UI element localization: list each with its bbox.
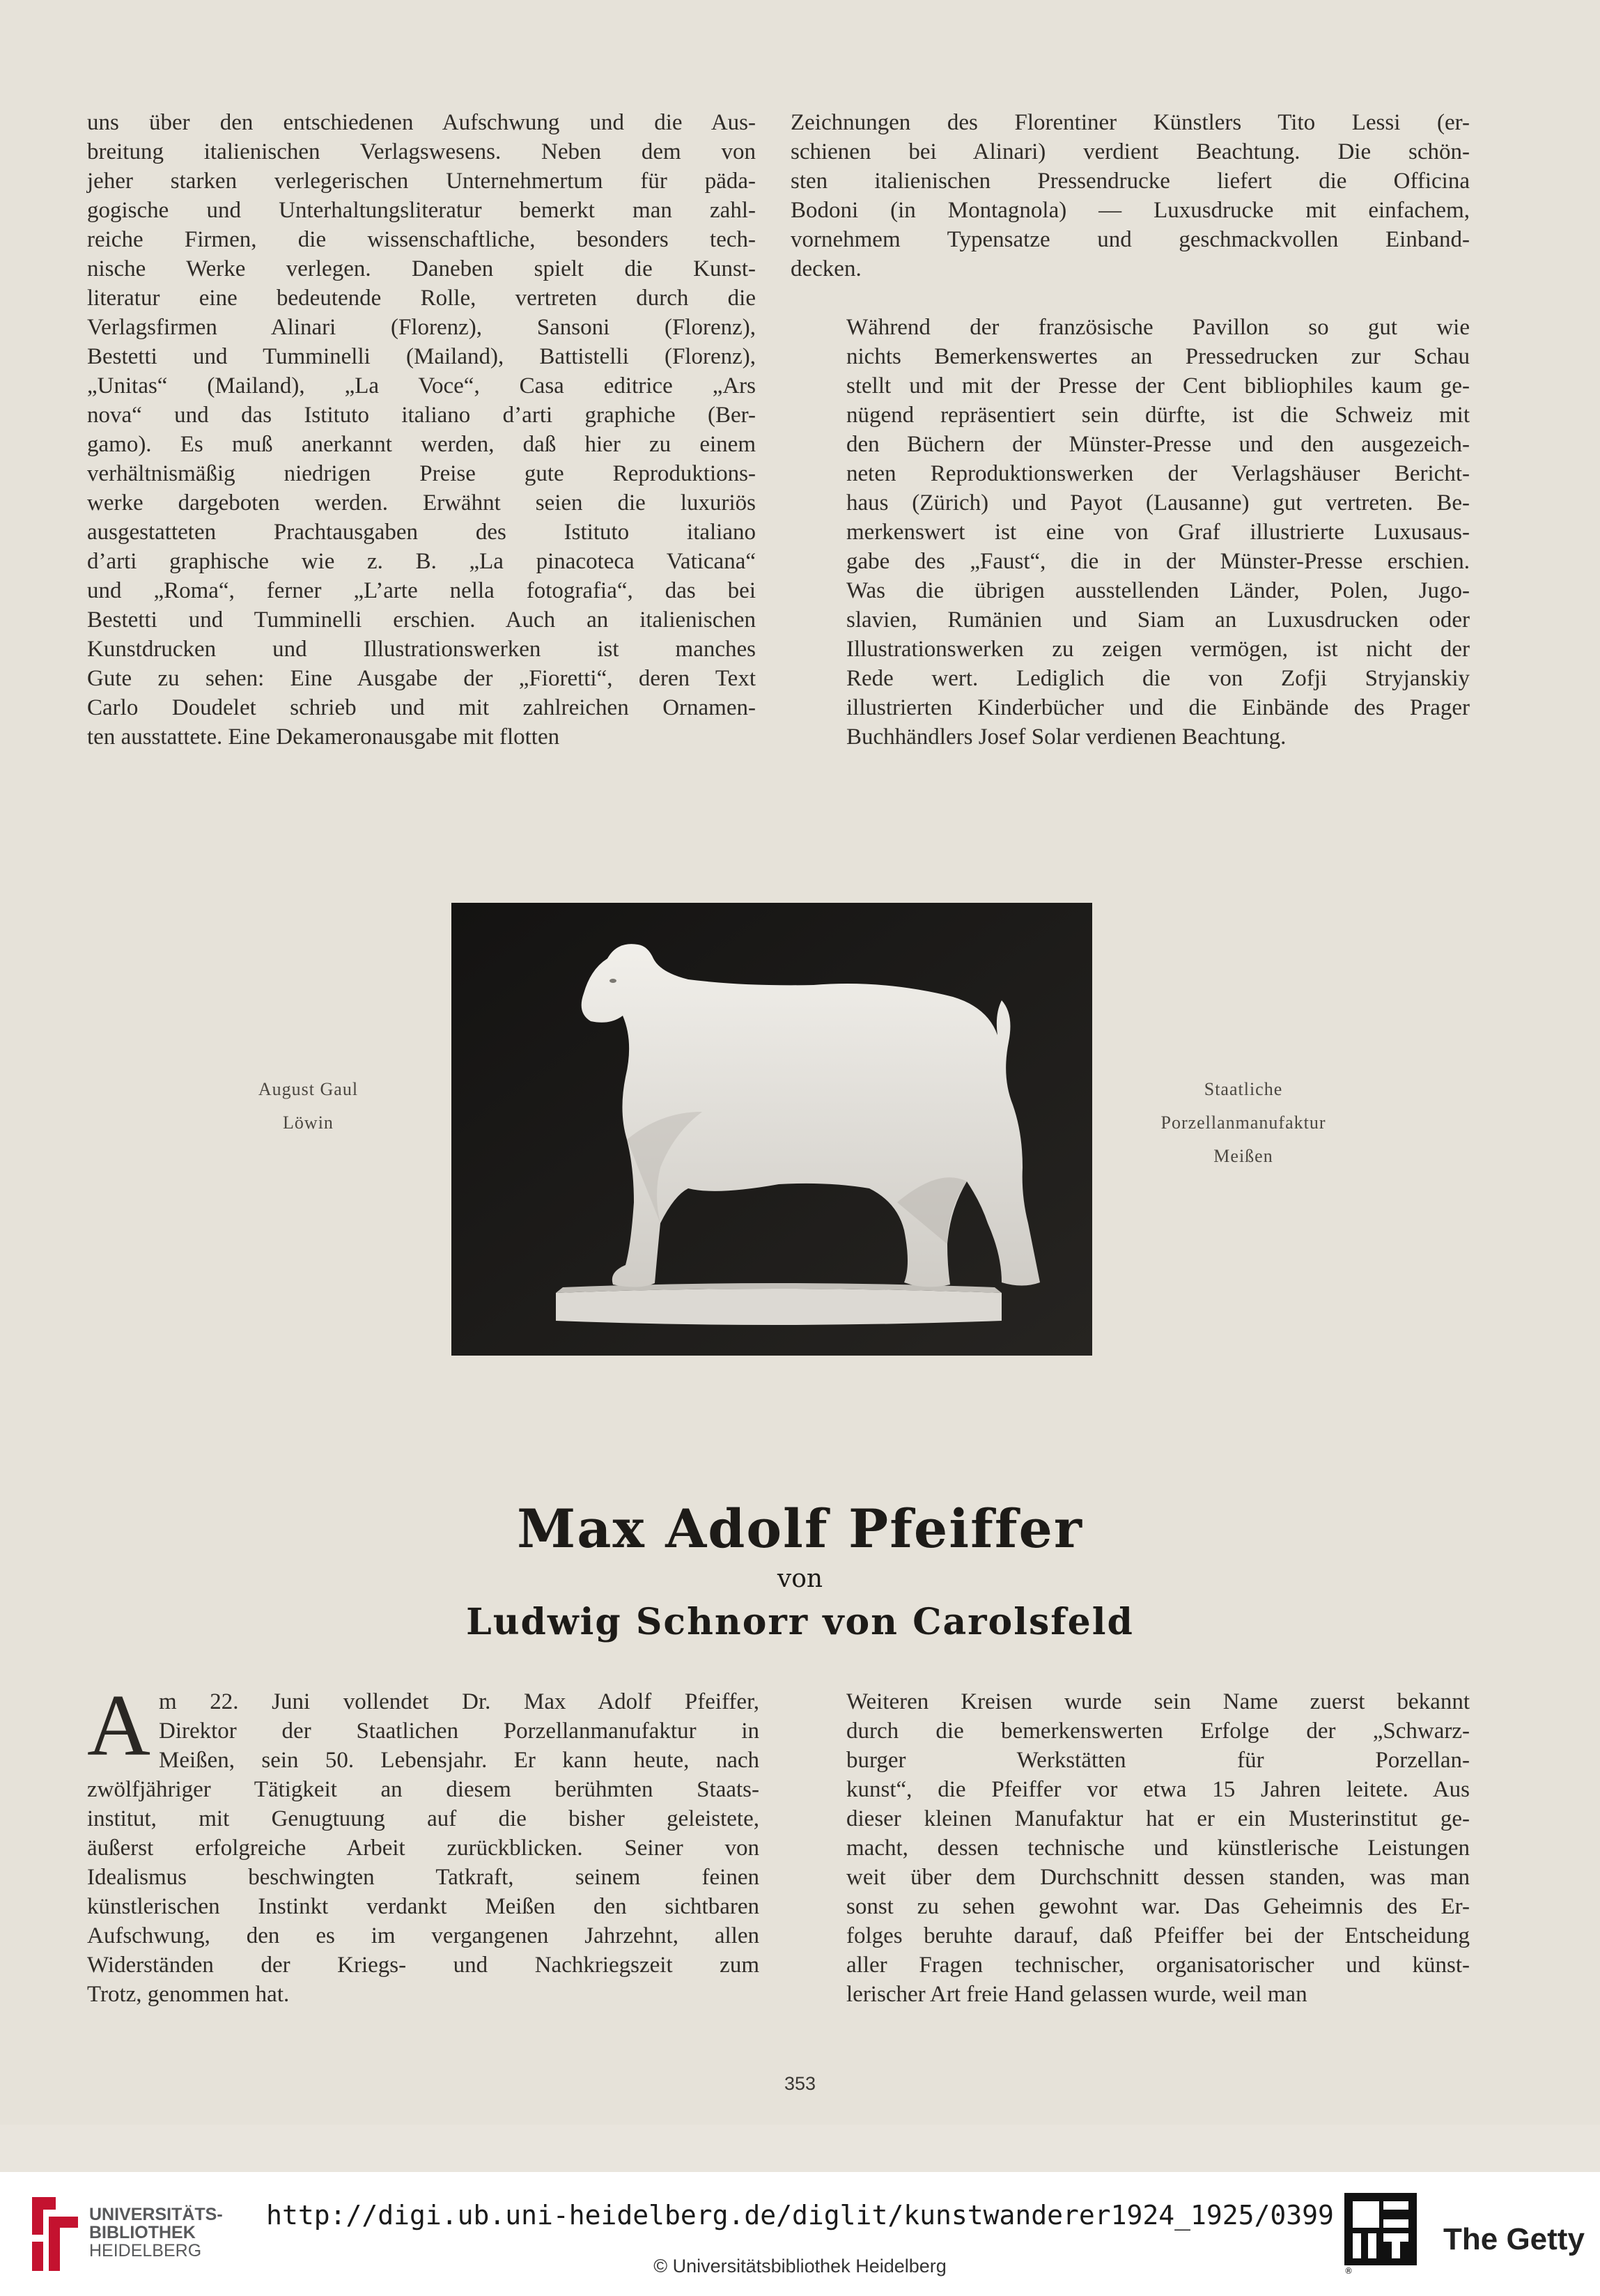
source-url-link[interactable]: http://digi.ub.uni-heidelberg.de/diglit/kunstwanderer1924_1925/0399 (266, 2200, 1334, 2231)
text-line: Illustrationswerken zu zeigen vermögen, ist nicht der (846, 637, 1470, 662)
text-line: uns über den entschiedenen Aufschwung und die Aus- (87, 110, 756, 135)
library-name: UNIVERSITÄTS- BIBLIOTHEK HEIDELBERG (89, 2205, 223, 2260)
text-line: Kunstdrucken und Illustrationswerken ist manches (87, 637, 756, 662)
text-line: Carlo Doudelet schrieb und mit zahlreichen Ornamen- (87, 695, 756, 720)
text-line: Buchhändlers Josef Solar verdienen Beachtung. (846, 724, 1287, 750)
text-line: den Büchern der Münster-Presse und den ausgezeich- (846, 432, 1470, 457)
text-line: dieser kleinen Manufaktur hat er ein Musterinstitut ge- (846, 1806, 1470, 1831)
text-line: Rede wert. Lediglich die von Zofji Stryjanskiy (846, 666, 1470, 691)
text-line: durch die bemerkenswerten Erfolge der „Schwarz- (846, 1719, 1470, 1744)
text-line: macht, dessen technische und künstlerische Leistungen (846, 1836, 1470, 1861)
column-left-top (87, 108, 756, 752)
text-line: vornehmem Typensatze und geschmackvollen Einband- (791, 227, 1470, 252)
caption-right (1128, 1073, 1358, 1173)
text-line: sten italienischen Pressendrucke liefert die Officina (791, 169, 1470, 194)
text-line: schienen bei Alinari) verdient Beachtung. Die schön- (791, 139, 1470, 164)
text-line: jeher starken verlegerischen Unternehmertum für päda- (87, 169, 756, 194)
text-line: institut, mit Genugtuung auf die bisher geleistete, (87, 1806, 759, 1831)
text-line: Widerständen der Kriegs- und Nachkriegszeit zum (87, 1953, 759, 1978)
text-line: haus (Zürich) und Payot (Lausanne) gut vertreten. Be- (846, 490, 1470, 515)
text-line: künstlerischen Instinkt verdankt Meißen den sichtbaren (87, 1894, 759, 1919)
getty-label: The Getty (1443, 2222, 1585, 2256)
page-number: 353 (784, 2073, 816, 2094)
text-line: reiche Firmen, die wissenschaftliche, besonders tech- (87, 227, 756, 252)
caption-manufacturer-3: Meißen (1213, 1146, 1273, 1166)
drop-cap: A (87, 1677, 150, 1774)
text-line: lerischer Art freie Hand gelassen wurde, weil man (846, 1982, 1307, 2007)
caption-manufacturer-2: Porzellanmanufaktur (1160, 1112, 1326, 1133)
text-line: weit über dem Durchschnitt dessen standen, was man (846, 1865, 1470, 1890)
text-line: folges beruhte darauf, daß Pfeiffer bei der Entscheidung (846, 1923, 1470, 1948)
text-line: gabe des „Faust“, die in der Münster-Presse erschien. (846, 549, 1470, 574)
text-line: und „Roma“, ferner „L’arte nella fotografia“, das bei (87, 578, 756, 603)
text-line: Direktor der Staatlichen Porzellanmanufaktur in (159, 1719, 759, 1744)
text-line: Weiteren Kreisen wurde sein Name zuerst bekannt (846, 1689, 1470, 1714)
caption-left (230, 1073, 387, 1140)
caption-artist: August Gaul (258, 1079, 359, 1099)
text-line: Meißen, sein 50. Lebensjahr. Er kann heute, nach (159, 1748, 759, 1773)
text-line: „Unitas“ (Mailand), „La Voce“, Casa editrice „Ars (87, 373, 756, 398)
text-line: zwölfjähriger Tätigkeit an diesem berühmten Staats- (87, 1777, 759, 1802)
text-line: aller Fragen technischer, organisatorischer und künst- (846, 1953, 1470, 1978)
footer-bar (0, 2172, 1600, 2296)
text-line: Zeichnungen des Florentiner Künstlers Tito Lessi (er- (791, 110, 1470, 135)
text-line: Aufschwung, den es im vergangenen Jahrzehnt, allen (87, 1923, 759, 1948)
text-line: Trotz, genommen hat. (87, 1982, 290, 2007)
article-byline-von: von (777, 1565, 823, 1593)
text-line: Bestetti und Tumminelli (Mailand), Battistelli (Florenz), (87, 344, 756, 369)
text-line: illustrierten Kinderbücher und die Einbände des Prager (846, 695, 1470, 720)
text-line: Bestetti und Tumminelli erschien. Auch an italienischen (87, 607, 756, 633)
caption-work: Löwin (283, 1112, 334, 1133)
text-line: werke dargeboten werden. Erwähnt seien die luxuriös (87, 490, 756, 515)
text-line: burger Werkstätten für Porzellan- (846, 1748, 1470, 1773)
text-line: d’arti graphische wie z. B. „La pinacoteca Vaticana“ (87, 549, 756, 574)
text-line: kunst“, die Pfeiffer vor etwa 15 Jahren leitete. Aus (846, 1777, 1470, 1802)
text-line: nichts Bemerkenswertes an Pressedrucken zur Schau (846, 344, 1470, 369)
text-line: nische Werke verlegen. Daneben spielt die Kunst- (87, 256, 756, 281)
text-line: nügend repräsentiert sein dürfte, ist die Schweiz mit (846, 403, 1470, 428)
lioness-sculpture-photo (451, 903, 1092, 1356)
text-line: Verlagsfirmen Alinari (Florenz), Sansoni (Florenz), (87, 315, 756, 340)
text-line: nova“ und das Istituto italiano d’arti graphiche (Ber- (87, 403, 756, 428)
text-line: Was die übrigen ausstellenden Länder, Polen, Jugo- (846, 578, 1470, 603)
text-line: neten Reproduktionswerken der Verlagshäuser Bericht- (846, 461, 1470, 486)
text-line: ten ausstattete. Eine Dekameronausgabe mit flotten (87, 724, 560, 750)
lioness-figure (451, 903, 1092, 1356)
caption-manufacturer-1: Staatliche (1204, 1079, 1283, 1099)
article-author: Ludwig Schnorr von Carolsfeld (466, 1601, 1134, 1643)
article-title: Max Adolf Pfeiffer (517, 1498, 1083, 1560)
text-line: literatur eine bedeutende Rolle, vertreten durch die (87, 286, 756, 311)
text-line: verhältnismäßig niedrigen Preise gute Reproduktions- (87, 461, 756, 486)
text-line: Idealismus beschwingten Tatkraft, seinem feinen (87, 1865, 759, 1890)
copyright-text: © Universitätsbibliothek Heidelberg (653, 2256, 947, 2276)
text-line: slavien, Rumänien und Siam an Luxusdrucken oder (846, 607, 1470, 633)
text-line: merkenswert ist eine von Graf illustrierte Luxusaus- (846, 520, 1470, 545)
article-body-left (87, 1677, 759, 2009)
text-line: ausgestatteten Prachtausgaben des Istituto italiano (87, 520, 756, 545)
text-line: äußerst erfolgreiche Arbeit zurückblicken. Seiner von (87, 1836, 759, 1861)
text-line: Gute zu sehen: Eine Ausgabe der „Fioretti“, deren Text (87, 666, 756, 691)
registered-mark: ® (1344, 2266, 1353, 2275)
text-line: Bodoni (in Montagnola) — Luxusdrucke mit einfachem, (791, 198, 1470, 223)
getty-logo-icon (1343, 2192, 1420, 2275)
text-line: gogische und Unterhaltungsliteratur bemerkt man zahl- (87, 198, 756, 223)
text-line: gamo). Es muß anerkannt werden, daß hier zu einem (87, 432, 756, 457)
article-body-right (791, 1687, 1470, 2009)
text-line: Während der französische Pavillon so gut wie (846, 315, 1470, 340)
text-line: m 22. Juni vollendet Dr. Max Adolf Pfeiffer, (159, 1689, 759, 1714)
text-line: sonst zu sehen gewohnt war. Das Geheimnis des Er- (846, 1894, 1470, 1919)
column-right-top (791, 108, 1470, 752)
text-line: breitung italienischen Verlagswesens. Neben dem von (87, 139, 756, 164)
text-line: stellt und mit der Presse der Cent bibliophiles kaum ge- (846, 373, 1470, 398)
text-line: decken. (791, 256, 862, 281)
